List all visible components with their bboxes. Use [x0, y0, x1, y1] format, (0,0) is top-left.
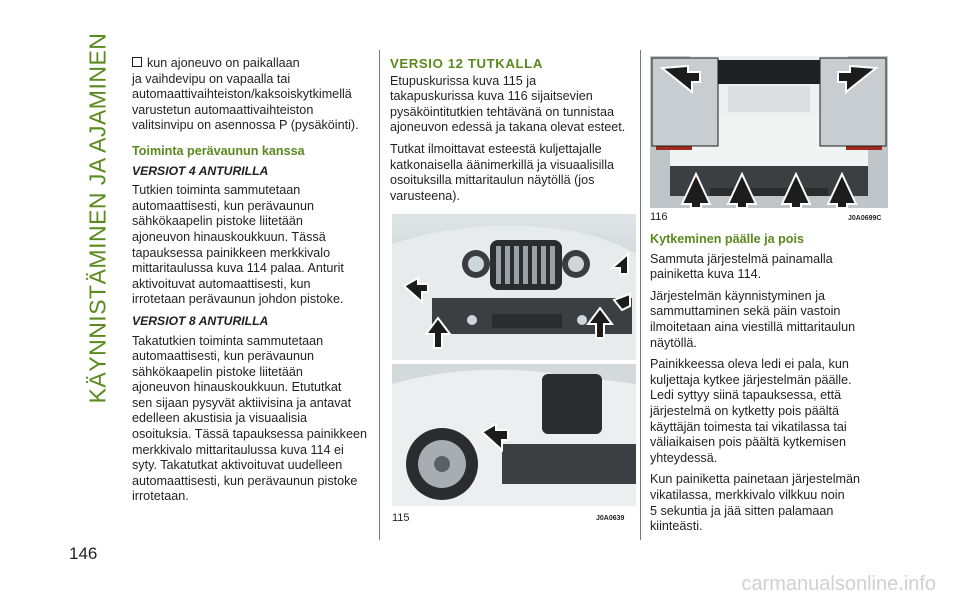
text-line: automaattisesti, kun perävaunun pistoke: [132, 473, 358, 488]
rear-bumper-sensors-illustration: [650, 56, 888, 208]
paragraph: [650, 289, 890, 351]
text-line: sähkökaapelin pistoke liitetään: [132, 364, 303, 379]
text-line: Etupuskurissa kuva 115 ja: [390, 73, 537, 88]
text-line: Kun painiketta painetaan järjestelmän: [650, 472, 861, 487]
text-line: automaattisesti, kun perävaunun: [132, 198, 315, 213]
text-line: kuljettaja kytkee järjestelmän päälle.: [650, 372, 852, 387]
paragraph: [650, 357, 890, 466]
text-line: tapauksessa painikkeen merkkivalo: [132, 245, 331, 260]
column-2: [390, 56, 636, 210]
text-line: painiketta kuva 114.: [650, 267, 762, 282]
text-line: valitsinvipu on asennossa P (pysäköinti).: [132, 118, 359, 133]
text-line: automaattisesti, kun perävaunun: [132, 349, 315, 364]
text-line: Painikkeessa oleva ledi ei pala, kun: [650, 357, 849, 372]
text-line: varustetun automaattivaihteiston: [132, 102, 314, 117]
text-line: merkkivalo mittaritaulussa kuva 114 ei: [132, 442, 344, 457]
text-line: Ledi syttyy siinä tapauksessa, että: [650, 388, 842, 403]
text-line: järjestelmä on kytketty pois päältä: [650, 403, 839, 418]
paragraph: [390, 142, 636, 204]
front-bumper-sensors-illustration: [392, 214, 636, 510]
text-line: Tutkat ilmoittavat esteestä kuljettajalle: [390, 141, 602, 156]
text-line: syty. Takatutkat aktivoituvat uudelleen: [132, 458, 343, 473]
text-line: Järjestelmän käynnistyminen ja: [650, 288, 825, 303]
text-line: irrotetaan perävaunun johdon pistoke.: [132, 292, 344, 307]
bullet-line: kun ajoneuvo on paikallaan: [132, 56, 300, 70]
text-line: ilmoitetaan aina viestillä mittaritaulun: [650, 319, 856, 334]
paragraph: [132, 183, 368, 308]
text-line: irrotetaan.: [132, 489, 189, 504]
text-line: pysäköintitutkien tehtävänä on tunnistaa: [390, 104, 615, 119]
text-line: 5 sekuntia ja jää sitten palamaan: [650, 503, 834, 518]
chapter-side-title: [78, 32, 118, 404]
text-line: katkonaisella äänimerkillä ja visuaalisilla: [390, 157, 614, 172]
text-line: väliaikaisen pois päältä kytkemisen: [650, 435, 847, 450]
paragraph: [390, 74, 636, 136]
text-line: sähkökaapelin pistoke liitetään: [132, 214, 303, 229]
text-line: Tutkien toiminta sammutetaan: [132, 183, 301, 198]
figure-115: [392, 214, 636, 510]
text-line: ja vaihdevipu on vapaalla tai: [132, 71, 291, 86]
section-heading: VERSIO 12 TUTKALLA: [390, 56, 543, 71]
text-line: automaattivaihteiston/kaksoiskytkimellä: [132, 87, 352, 102]
text-line: sammuttaminen sekä päin vastoin: [650, 304, 841, 319]
text-line: osoituksilla mittaritaulun näytöllä (jos: [390, 173, 595, 188]
text-line: varusteena).: [390, 188, 461, 203]
text-line: osoituksia. Tässä tapauksessa painikkeen: [132, 427, 367, 442]
text-line: mittaritaulussa kuva 114 palaa. Anturit: [132, 261, 344, 276]
text-line: takapuskurissa kuva 116 sijaitsevien: [390, 89, 593, 104]
paragraph: [650, 472, 890, 534]
column-1: [132, 56, 368, 511]
text-line: Sammuta järjestelmä painamalla: [650, 251, 833, 266]
text-line: näytöllä.: [650, 335, 697, 350]
sub-heading: VERSIOT 4 ANTURILLA: [132, 163, 269, 178]
figure-115-number: 115: [392, 512, 410, 524]
text-line: ajoneuvon hinauskoukkuun. Tässä: [132, 229, 326, 244]
figure-116-code: J0A0699C: [848, 215, 882, 222]
text-line: sen sijaan pysyvät aktiivisina ja antavat: [132, 395, 352, 410]
paragraph: [132, 334, 368, 506]
text-line: Takatutkien toiminta sammutetaan: [132, 333, 324, 348]
column-3: [650, 232, 890, 541]
text-line: aktivoituvat automaattisesti, kun: [132, 276, 311, 291]
figure-116: [650, 56, 888, 208]
paragraph: [650, 252, 890, 283]
bullet-paragraph: [132, 56, 368, 134]
chapter-title-text: KÄYNNISTÄMINEN JA AJAMINEN: [84, 32, 111, 404]
column-divider: [640, 50, 641, 540]
text-line: käyttäjän toimesta tai vikatilassa tai: [650, 419, 847, 434]
text-line: ajoneuvon hinauskoukkuun. Etututkat: [132, 380, 342, 395]
text-line: kiinteästi.: [650, 519, 703, 534]
figure-115-code: J0A0639: [596, 515, 625, 522]
sub-heading: VERSIOT 8 ANTURILLA: [132, 313, 269, 328]
section-heading: Toiminta perävaunun kanssa: [132, 143, 305, 158]
watermark: carmanualsonline.info: [741, 573, 936, 595]
text-line: edelleen akustisia ja visuaalisia: [132, 411, 308, 426]
text-line: yhteydessä.: [650, 450, 718, 465]
section-heading: Kytkeminen päälle ja pois: [650, 232, 804, 246]
text-line: ajoneuvon edessä ja takana olevat esteet.: [390, 120, 626, 135]
column-divider: [379, 50, 380, 540]
text-line: vikatilassa, merkkivalo vilkkuu noin: [650, 487, 845, 502]
figure-116-number: 116: [650, 211, 668, 223]
page-number: 146: [69, 544, 98, 563]
